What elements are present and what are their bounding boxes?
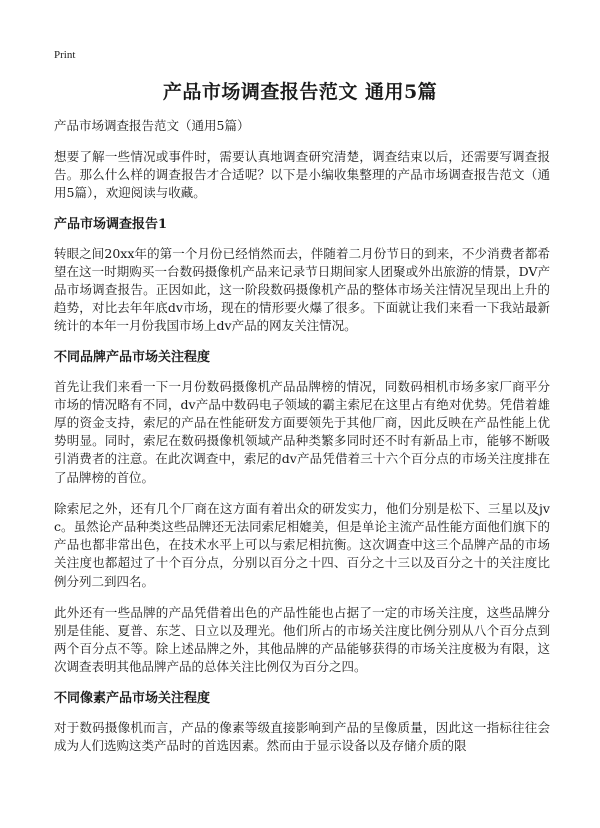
- brand-attention-paragraph-1: 首先让我们来看一下一月份数码摄像机产品品牌榜的情况，同数码相机市场多家厂商平分市场的情况略有不同，dv产品中数码电子领域的霸主索尼在这里占有绝对优势。凭借着雄厚的资金支持，索尼的产品在性能研发方面要领先于其他厂商，因此反映在产品性能上优势明显。同时，索尼在数码摄像机领域产品种类繁多同时还不时有新品上市，能够不断吸引消费者的注意。在此次调查中，索尼的dv产品凭借着三十六个百分点的市场关注度排在了品牌榜的首位。: [54, 378, 550, 485]
- document-subtitle: 产品市场调查报告范文（通用5篇）: [54, 118, 250, 133]
- report-1-paragraph: 转眼之间20xx年的第一个月份已经悄然而去，伴随着二月份节日的到来，不少消费者都希望在这一时期购买一台数码摄像机产品来记录节日期间家人团聚或外出旅游的情景，DV产品市场调查报告。正因如此，这一阶段数码摄像机产品的整体市场关注情况呈现出上升的趋势，对比去年年底dv市场，现在的情形要火爆了很多。下面就让我们来看一下我站最新统计的本年一月份我国市场上dv产品的网友关注情况。: [54, 245, 550, 334]
- section-heading-brand-attention: 不同品牌产品市场关注程度: [54, 349, 211, 365]
- brand-attention-paragraph-2: 除索尼之外，还有几个厂商在这方面有着出众的研发实力，他们分别是松下、三星以及jvc。虽然论产品种类这些品牌还无法同索尼相媲美，但是单论主流产品性能方面他们旗下的产品也都非常出色，在技术水平上可以与索尼相抗衡。这次调查中这三个品牌产品的市场关注度也都超过了十个百分点，分别以百分之十四、百分之十三以及百分之十的关注度比例分列二到四名。: [54, 500, 550, 589]
- page-title: 产品市场调查报告范文 通用5篇: [162, 81, 438, 103]
- brand-attention-paragraph-3: 此外还有一些品牌的产品凭借着出色的产品性能也占据了一定的市场关注度，这些品牌分别是佳能、夏普、东芝、日立以及理光。他们所占的市场关注度比例分别从八个百分点到两个百分点不等。除上述品牌之外，其他品牌的产品能够获得的市场关注度极为有限，这次调查表明其他品牌产品的总体关注比例仅为百分之四。: [54, 604, 550, 675]
- print-link[interactable]: Print: [54, 49, 76, 61]
- intro-paragraph: 想要了解一些情况或事件时，需要认真地调查研究清楚，调查结束以后，还需要写调查报告。那么什么样的调查报告才合适呢？以下是小编收集整理的产品市场调查报告范文（通用5篇），欢迎阅读与收藏。: [54, 149, 550, 201]
- section-heading-report-1: 产品市场调查报告1: [54, 216, 168, 232]
- section-heading-pixel-attention: 不同像素产品市场关注程度: [54, 690, 211, 706]
- document-body: [54, 117, 550, 768]
- pixel-attention-paragraph: 对于数码摄像机而言，产品的像素等级直接影响到产品的呈像质量，因此这一指标往往会成为人们选购这类产品时的首选因素。然而由于显示设备以及存储介质的限: [54, 719, 550, 753]
